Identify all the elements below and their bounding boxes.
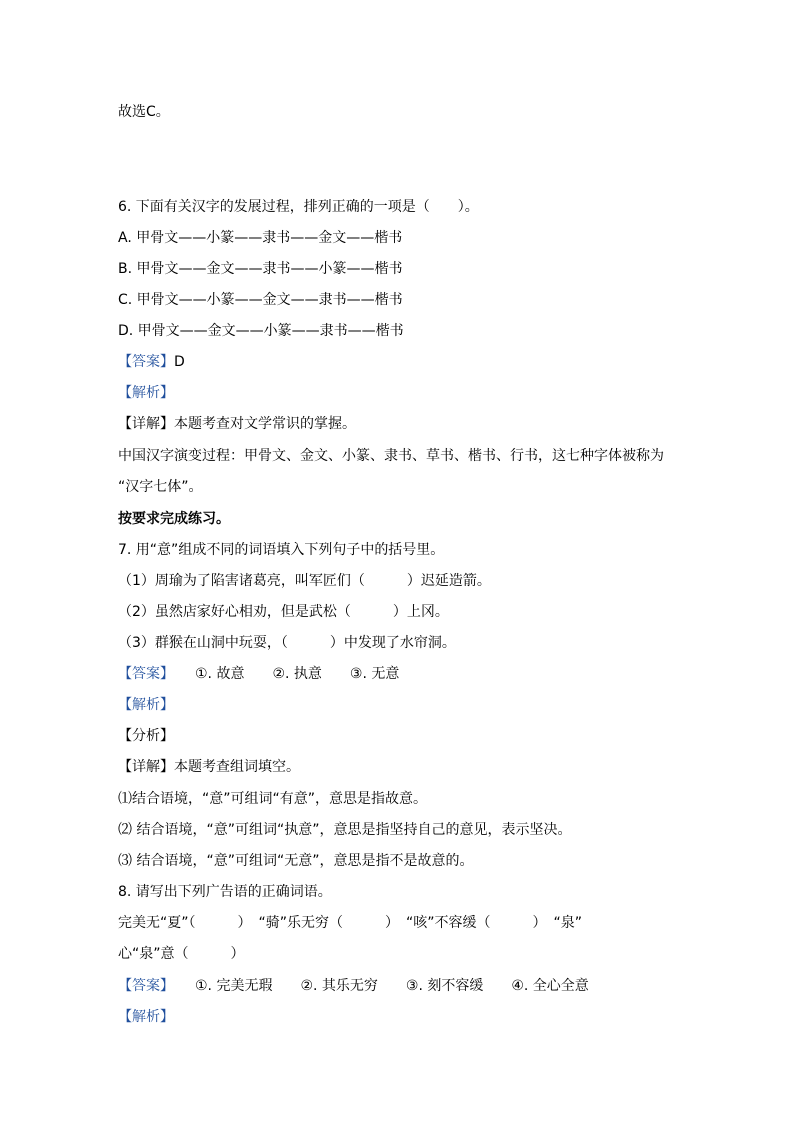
q6-detail — [118, 414, 356, 434]
q7-answer — [118, 664, 399, 684]
q7-fenxi-tag: 【分析】 — [118, 728, 174, 744]
q6-option-b: B. 甲骨文——金文——隶书——小篆——楷书 — [118, 261, 403, 277]
q6-analysis-tag: 【解析】 — [118, 385, 174, 401]
answer-value: ①. 故意 ②. 执意 ③. 无意 — [167, 666, 400, 682]
answer-value: D — [174, 354, 185, 370]
q8-line-2: 心“泉”意（ ） — [118, 946, 245, 962]
detail-tag: 【详解】 — [118, 759, 174, 775]
q8-analysis-tag: 【解析】 — [118, 1009, 174, 1025]
q6-option-a: A. 甲骨文——小篆——隶书——金文——楷书 — [118, 230, 403, 246]
q8-line-1: 完美无“夏”（ ） “骑”乐无穷（ ） “咳”不容缓（ ） “泉” — [118, 915, 583, 931]
q7-detail — [118, 757, 300, 777]
detail-tag: 【详解】 — [118, 416, 174, 432]
q7-analysis-tag: 【解析】 — [118, 697, 174, 713]
q7-explanation-2: ⑵ 结合语境，“意”可组词“执意”，意思是指坚持自己的意见，表示坚决。 — [118, 822, 572, 838]
q7-explanation-3: ⑶ 结合语境，“意”可组词“无意”，意思是指不是故意的。 — [118, 853, 474, 869]
q6-answer — [118, 352, 185, 372]
q8-answer — [118, 976, 589, 996]
q7-item-2: （2）虽然店家好心相劝，但是武松（ ）上冈。 — [118, 604, 449, 620]
q6-stem: 6. 下面有关汉字的发展过程，排列正确的一项是（ ）。 — [118, 199, 479, 215]
q7-explanation-1: ⑴结合语境，“意”可组词“有意”，意思是指故意。 — [118, 791, 428, 807]
answer-tag: 【答案】 — [118, 354, 174, 370]
answer-tag: 【答案】 — [118, 666, 167, 682]
q6-option-c: C. 甲骨文——小篆——金文——隶书——楷书 — [118, 292, 403, 308]
q7-item-3: （3）群猴在山洞中玩耍，（ ）中发现了水帘洞。 — [118, 635, 456, 651]
q5-conclusion: 故选C。 — [118, 104, 170, 120]
q8-stem: 8. 请写出下列广告语的正确词语。 — [118, 884, 332, 900]
q7-stem: 7. 用“意”组成不同的词语填入下列句子中的括号里。 — [118, 542, 445, 558]
answer-value: ①. 完美无瑕 ②. 其乐无穷 ③. 刻不容缓 ④. 全心全意 — [167, 978, 589, 994]
detail-text: 本题考查组词填空。 — [174, 759, 300, 775]
q6-option-d: D. 甲骨文——金文——小篆——隶书——楷书 — [118, 323, 404, 339]
q6-explanation-1: 中国汉字演变过程：甲骨文、金文、小篆、隶书、草书、楷书、行书，这七种字体被称为 — [118, 448, 664, 464]
answer-tag: 【答案】 — [118, 978, 167, 994]
detail-text: 本题考查对文学常识的掌握。 — [174, 416, 356, 432]
q7-item-1: （1）周瑜为了陷害诸葛亮，叫军匠们（ ）迟延造箭。 — [118, 573, 491, 589]
q6-explanation-2: “汉字七体”。 — [118, 479, 203, 495]
section-heading: 按要求完成练习。 — [118, 511, 230, 527]
